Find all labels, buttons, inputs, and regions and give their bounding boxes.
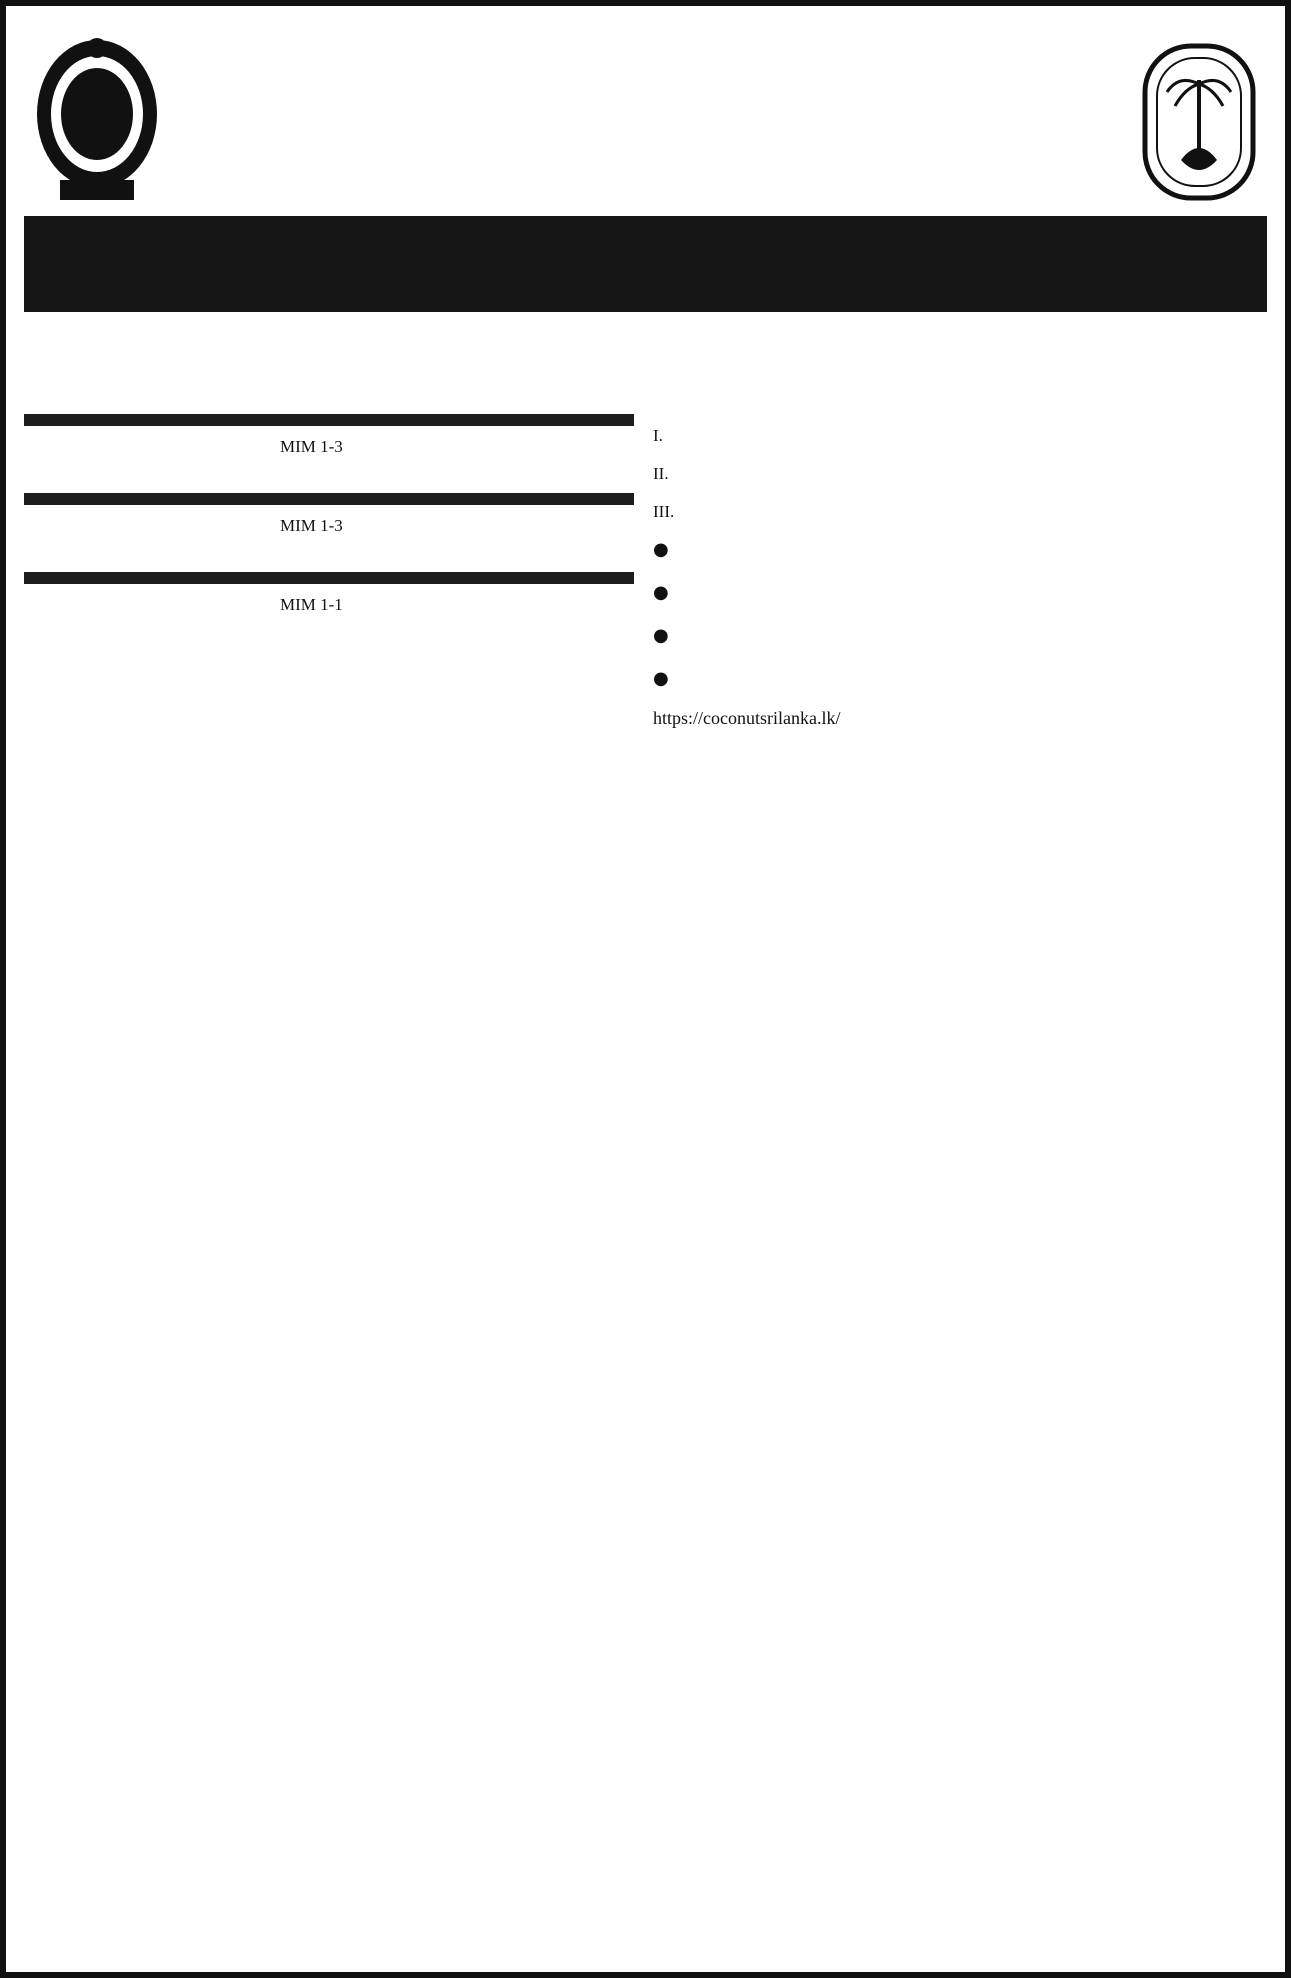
salary-code-label [30,434,280,461]
condition-number: III. [653,502,675,521]
conditions-column [647,414,1267,735]
condition-text [683,498,1267,526]
salary-code-value: MIM 1-3 [280,516,343,535]
salary-code-label [30,513,280,540]
application-bullet [653,536,1267,563]
salary-code-value: MIM 1-3 [280,437,343,456]
condition-item [653,422,1267,450]
bullet-icon: ● [653,625,669,646]
condition-text [683,460,1267,488]
bullet-text [683,536,1267,563]
salary-code-row [30,592,628,619]
posts-column [24,414,634,735]
bullet-text [683,622,1267,649]
salary-code-value: MIM 1-1 [280,595,343,614]
bullet-text [683,665,1267,692]
bullet-text [683,579,1267,606]
post-section [24,493,634,564]
content-columns [24,414,1267,735]
post-section [24,572,634,643]
post-title [24,572,634,584]
bullet-icon: ● [653,582,669,603]
bullet-icon: ● [653,668,669,689]
salary-code-row [30,434,628,461]
salary-code-label [30,592,280,619]
application-bullet [653,665,1267,692]
website-link[interactable]: https://coconutsrilanka.lk/ [653,708,841,728]
intro-text [24,312,1267,414]
condition-item [653,460,1267,488]
condition-item [653,498,1267,526]
bullet-icon: ● [653,539,669,560]
application-bullet [653,579,1267,606]
condition-number: I. [653,426,663,445]
salary-code-row [30,513,628,540]
post-title [24,414,634,426]
condition-number: II. [653,464,669,483]
coconut-board-logo-icon [1139,40,1259,204]
post-section [24,414,634,485]
vacancies-banner [24,216,1267,312]
national-emblem-icon [32,30,162,206]
condition-text [683,422,1267,450]
post-title [24,493,634,505]
header [24,20,1267,216]
application-bullet [653,622,1267,649]
